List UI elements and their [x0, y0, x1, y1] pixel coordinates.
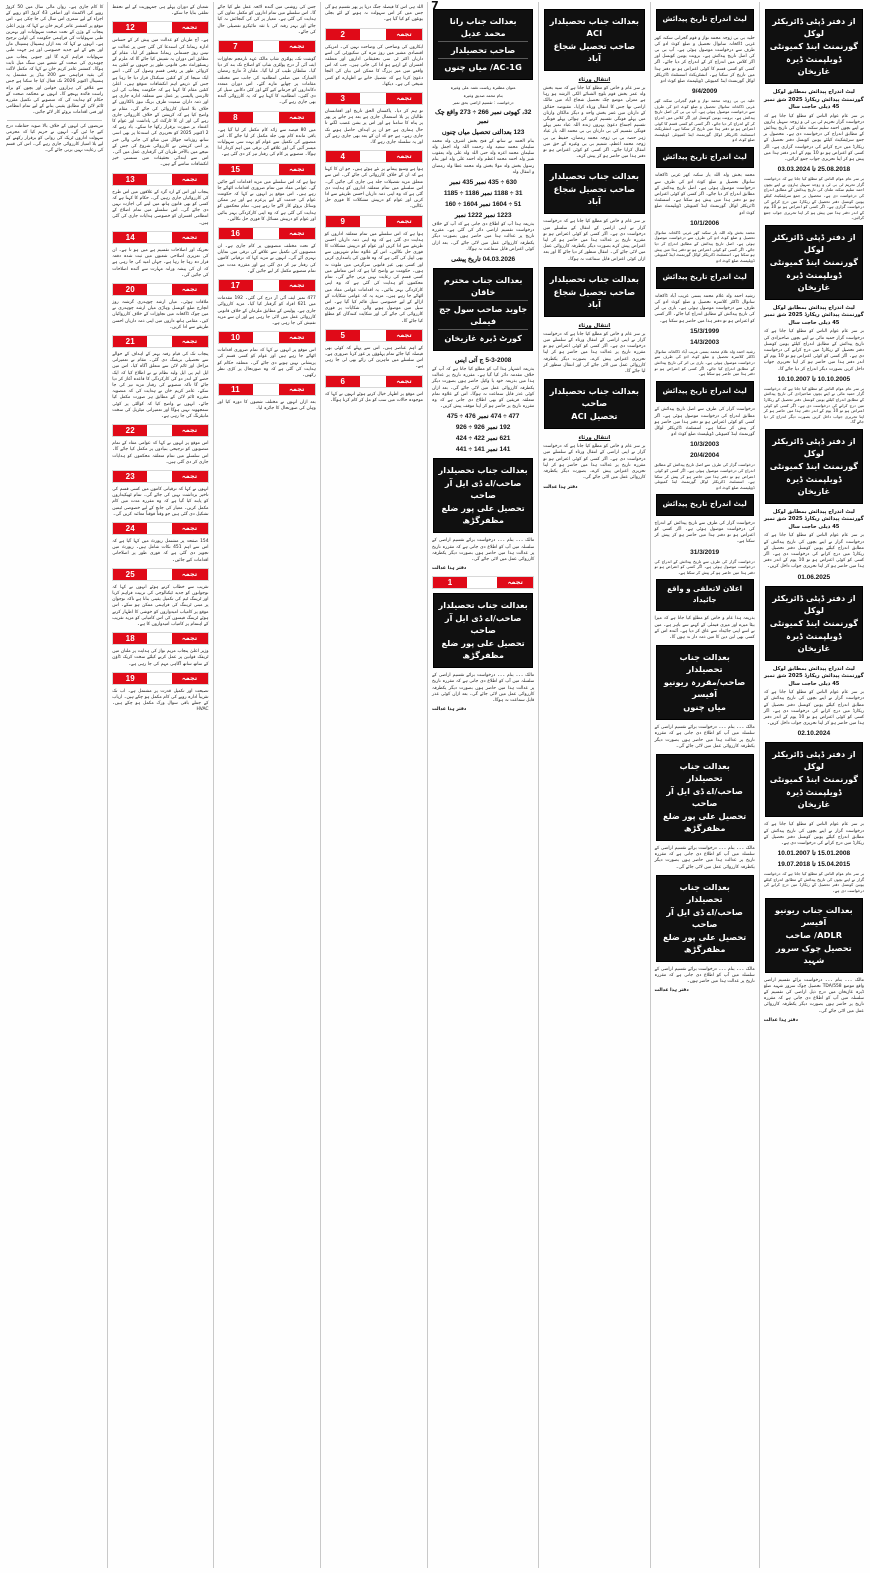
badge-gap [147, 569, 171, 580]
plate-line: صاحب/اے ڈی ایل آر صاحب [666, 906, 743, 929]
plate-line: بعدالت جناب تحصیلدار [679, 652, 730, 675]
plate-line: صاحب/مقررہ ریونیو آفیسر [663, 677, 746, 700]
notice-tail-2: بر سر عام عوام الناس کو مطلع کیا جاتا ہے کہ درخواست گزار حمید مائی نے اپنے بچوں صاحبزادی کی تاریخ پیدائش کے مطابق اندراج کیلئے یونین کونسل دفتر تحصیل کے ریکارڈ میں درج کرانے کی درخواست دی ہے۔ اگر کسی کو کوئی اعتراض ہو تو 10 یوم کے اندر دفتر ہذا میں حاضر ہو کر اپنا تحریری جواب داخل کریں بصورت دیگر اندراج کر دیا جائے گا۔ [763, 385, 864, 425]
plate-aci-tehsildar-shujabad-1 [544, 9, 644, 71]
late-entry-birth-heading-4: لیٹ اندراج پیدائش بمطابق لوکل گورنمنٹ پیدائش ریکارڈ 2025 شق نمبر 45 ذیلی حاجت سال [764, 665, 864, 687]
khewat-2: 31 ÷ 1188 نمبر 1186 ÷ 1185 [443, 190, 523, 197]
badge-14[interactable] [112, 231, 208, 244]
column-news-d [2, 2, 107, 1568]
badge-23[interactable] [112, 470, 208, 483]
badge-number: 1 [433, 577, 467, 588]
notice-body-2: بر سر عام عوام الناس کو مطلع کیا جاتا ہے کہ درخواست گزار حمید مائی نے اپنے بچوں صاحبزادی کی تاریخ پیدائش کے مطابق اندراج کیلئے یونین کونسل دفتر تحصیل کے ریکارڈ میں درج کرانے کی درخواست دی ہے۔ اگر کسی کو کوئی اعتراض ہو تو 10 یوم کے اندر دفتر ہذا میں حاضر ہو کر اپنا تحریری جواب داخل کریں بصورت دیگر اندراج کر دیا جائے گا۔ [763, 329, 864, 372]
badge-gap [253, 384, 279, 395]
birth-date-2: 10/1/2006 [690, 219, 720, 227]
plate-tehsildar-ali-pur [433, 458, 533, 533]
badge-gap [147, 523, 171, 534]
badge-gap [147, 633, 171, 644]
plate-line: گورنمنٹ اینڈ کمیونٹی [769, 774, 858, 785]
notice-body-6: مالک ۔۔۔ بنام ۔۔۔ درخواست برائے تقسیم اراضی واقع موضع 558/TDA تحصیل چوک سرور شہید ضلع ڈیرہ غازیخان میں درج ذیل اراضی کی تقسیم کے سلسلہ میں آپ کو اطلاع دی جاتی ہے کہ مقررہ تاریخ پر حاضر ہوں بصورت دیگر یکطرفہ کارروائی عمل میں لائی جائے گی۔ [763, 977, 864, 1014]
badge-6[interactable] [325, 375, 423, 388]
plate-line: صاحب تحصیلدار [438, 41, 528, 56]
news-body-c2: پنجاب اور اس کے ارد گرد کے علاقوں میں اس طرح کی کارروائیاں جاری رہیں گی۔ حکام کا کہنا ہے کہ کسی کو بھی قانون ہاتھ میں لینے کی اجازت نہیں دی جائے گی۔ اس سلسلے میں تمام اضلاع کے انتظامی افسران کو خصوصی ہدایات جاری کی گئی ہیں۔ [112, 189, 209, 226]
news-body-c0: شعبان کے دوران پہلے ہی جمہوریت کے لیے تحفظ تعلقی بنایا جا سکے۔ [112, 5, 209, 17]
news-body-a3: ہوا ہے وسیع پیمانے پر نئے ہوئے ہیں۔ جو ان کا کہنا ہے کہ ان کے خلاف کارروائی کی جائے گی۔ اس سے متعلق مزید تفصیلات جلد ہی جاری کی جائیں گی۔ اس سلسلے میں تمام متعلقہ اداروں کو ہدایت دی گئی ہے کہ وہ اپنی ذمہ داریاں احسن طریقے سے ادا کریں اور عوام کو درپیش مشکلات کا فوری حل نکالیں۔ [324, 167, 424, 210]
late-entry-birth-heading-3: لیٹ اندراج پیدائش بمطابق لوکل گورنمنٹ پیدائش ریکارڈ 2025 شق نمبر 45 ذیلی حاجت سال [764, 508, 864, 530]
plate-line: تحصیل چوک سرور شہید [775, 942, 852, 965]
badge-18[interactable] [112, 632, 208, 645]
column-divider [7, 120, 102, 121]
news-body-b6: اس موقع پر انہوں نے کہا کہ تمام ضروری اقدامات اٹھائے جا رہے ہیں اور عوام کو کسی قسم کی پریشانی نہیں ہونے دی جائے گی۔ متعلقہ حکام کو ہدایت کی گئی ہے کہ وہ صورتحال پر کڑی نظر رکھیں۔ [217, 348, 316, 378]
badge-gap [253, 280, 279, 291]
badge-tag: تجمہ [172, 425, 208, 436]
badge-gap [147, 22, 171, 33]
khewat-4: 1223 نمبر 1222 نمبر [454, 212, 512, 219]
court4-body-5: مالک ۔۔۔ بنام ۔۔۔ درخواست برائے تقسیم اراضی کے سلسلہ میں آپ کو اطلاع دی جاتی ہے کہ مقررہ تاریخ پر عدالت ہذا میں حاضر ہوں بصورت دیگر یکطرفہ کارروائی عمل میں لائی جائے گی۔ بعد ازاں کوئی عذر قابل سماعت نہ ہوگا۔ [432, 673, 535, 704]
news-body-c4: ملاقات ہوئی۔ میاں ارشد چوہدری گزشتہ روز انچارج ضلع کونسل وہاڑی میاں ارشد چوہدری نے مین چوک ڈاکخانہ میں تجاوزات کے خلاف کارروائیاں کیں۔ مقامی ہاتھ داروں میں اپنی ذمہ داریاں احسن طریقے سے ادا کریں۔ [112, 299, 209, 330]
badge-tag: تجمہ [172, 284, 208, 295]
badge-number: 4 [326, 151, 360, 162]
badge-gap [147, 471, 171, 482]
plate-line: تحصیل علی پور ضلع مظفرگڑھ [441, 638, 525, 661]
news-body-a0: اللہ ہی اس کا فیصلہ جنگ دریا پر پھر تقسیم ہو گی جس میں کر اس سہولت نہ ہونے کے لئے بجلی یونٹوں کو کیا گیا ہے۔ [324, 5, 424, 23]
badge-20[interactable] [112, 283, 208, 296]
plate-line: جاوید صاحب سول جج فیملی [438, 300, 528, 327]
news-body-c6: اس موقع پر انہوں نے کہا کہ عوامی مفاد کے تمام منصوبوں کو ترجیحی بنیادوں پر مکمل کیا جائے گا۔ اس سلسلے میں تمام متعلقہ محکموں کو ہدایات جاری کر دی گئی ہیں۔ [112, 441, 209, 465]
defendant-count-4: 141 نمبر 141 ÷ 441 [455, 446, 511, 454]
column-news-b [213, 2, 320, 1568]
badge-tag: تجمہ [386, 29, 422, 40]
badge-number: 20 [113, 284, 147, 295]
badge-gap [253, 164, 279, 175]
signoff-3: دفتر ہذا عدالت [543, 484, 578, 490]
plate-line: بعدالت جناب تحصیلدار [679, 881, 730, 904]
badge-tag: تجمہ [172, 673, 208, 684]
plate-line: بعدالت جناب تحصیلدار [549, 171, 639, 182]
plate-line: صاحب/اے ڈی ایل آر صاحب [444, 613, 522, 636]
plate-line: از دفتر ڈپٹی ڈائریکٹر لوکل [772, 592, 856, 615]
plate-line: بعدالت جناب تحصیلدار صاحب [549, 386, 639, 409]
news-body-a4: ہوا ہے کہ اس سلسلے میں تمام متعلقہ اداروں کو ہدایت دی گئی ہے کہ وہ اپنی ذمہ داریاں احسن طریقے سے ادا کریں اور عوام کو درپیش مشکلات کا فوری حل نکالیں۔ اس کے علاوہ تمام شہریوں سے بھی اپیل کی گئی ہے کہ وہ قانون کی پاسداری کریں اور کسی بھی غیر قانونی سرگرمی میں ملوث نہ ہوں۔ حکومت نے واضح کیا ہے کہ اس معاملے میں کسی قسم کی رعایت نہیں برتی جائے گی۔ تمام محکموں کو ہدایت کی گئی ہے کہ وہ اپنی کارکردگی بہتر بنائیں۔ یہ اقدامات عوامی مفاد میں اٹھائے جا رہے ہیں۔ مزید یہ کہ عوامی شکایات کے ازالے کے لیے خصوصی سیل قائم کیا گیا ہے۔ اس سیل میں موصول ہونے والی شکایات پر فوری کارروائی کی جائے گی اور شکایت کنندگان کو مطلع کیا جائے گا۔ [324, 231, 424, 324]
badge-number: 24 [113, 523, 147, 534]
plate-tehsildar-shujabad-2 [544, 164, 644, 214]
plate-line: تحصیل علی پور ضلع مظفرگڑھ [441, 503, 525, 526]
page-number: 7 [431, 0, 439, 12]
column-container [2, 2, 868, 1568]
plate-line: تحصیل ACI [571, 411, 618, 422]
badge-number: 17 [219, 280, 253, 291]
defendant-count: 477 ÷ 474 نمبر 476 ÷ 475 [446, 413, 520, 421]
badge-gap [147, 673, 171, 684]
plate-line: بعدالت جناب محترم خاقان [443, 275, 523, 298]
plate-line: ڈویلپمنٹ ڈیرہ غازیخان [786, 787, 842, 810]
plate-line: گورنمنٹ اینڈ کمیونٹی [769, 460, 858, 471]
birth-notice-tail-1: حلیہ بی بی زوجہ محمد نواز و قوم گجرانی سکنہ کھر غربی ڈاکخانہ سانوال تحصیل و ضلع کوٹ ادو کی طرف سے درخواست موصول ہوئی ہے۔ آپ بی بی کی اصل تاریخ پیدائش ہے۔ برونت یونین کونسل اور اگر کلاس میں اندراج کر کے اندراج کر دیا جائے۔ اگر کسی کو کسی قسم کا کوئی اعتراض ہو تو دفتر ہذا میں تاریخ کر سکتا ہے۔ انشٹریکٹ اسسٹنٹ ڈائریکٹر لوکل گورنمنٹ اینڈ کمیونٹی ڈویلپمنٹ ضلع کوٹ ادو [654, 98, 755, 143]
plate-line: کورٹ ڈیرہ غازیخان [438, 329, 528, 344]
badge-number: 6 [326, 376, 360, 387]
court4-body-3: بذریعہ اشتہار ہذا آپ کو مطلع کیا جاتا ہے کہ آپ کے خلاف مقدمہ دائر کیا گیا ہے۔ مقررہ تاریخ پر عدالت ہذا میں بذریعہ خود یا وکیل حاضر ہوں بصورت دیگر یکطرفہ کارروائی عمل میں لائی جائے گی۔ بعد ازاں کوئی عذر قابل سماعت نہ ہوگا۔ اس کے علاوہ تمام متعلقہ فریقین کو بھی اطلاع دی جاتی ہے کہ وہ مقررہ تاریخ پر حاضر ہو کر اپنا موقف پیش کریں۔ [432, 367, 535, 410]
plate-line: صاحب تحصیل شجاع آباد [553, 184, 636, 207]
news-body-b2: میں 80 فیصد سے زائد کام مکمل کر لیا گیا ہے۔ باقی ماندہ کام بھی جلد مکمل کر لیا جائے گا۔ اس منصوبے کی تکمیل سے عوام کو بہت سی سہولیات میسر آئیں گی اور علاقے کی ترقی میں اہم کردار ادا ہوگا۔ منصوبے پر کام کی رفتار تیز کر دی گئی ہے۔ [217, 127, 316, 158]
badge-number: 2 [326, 29, 360, 40]
tehsildar-notice-body-1: مالک ۔۔۔ بنام ۔۔۔ درخواست برائے تقسیم اراضی کے سلسلہ میں آپ کو اطلاع دی جاتی ہے کہ مقررہ تاریخ پر عدالت ہذا میں حاضر ہوں بصورت دیگر یکطرفہ کارروائی عمل میں لائی جائے گی۔ [654, 725, 755, 749]
plate-tehsildar-shujabad-3 [544, 267, 644, 317]
news-body-b4: کے تحت مختلف منصوبوں پر کام جاری ہے۔ ان منصوبوں کی تکمیل سے علاقے کی ترقی میں نمایاں بہتری آئے گی۔ انہوں نے مزید کہا کہ ترقیاتی کاموں کی رفتار تیز کر دی گئی ہے اور مقررہ مدت میں تمام منصوبے مکمل کر لیے جائیں گے۔ [217, 244, 316, 274]
badge-gap [360, 93, 386, 104]
birth-date-3b: 14/3/2003 [690, 338, 720, 346]
heading-intiqal-1: انتقال ورثاء [578, 77, 611, 83]
plate-adlr-tehsildar [765, 898, 863, 973]
plate-tehsildar-aci [544, 379, 644, 429]
application-subject: درخواست : تقسیم اراضی بحق نمبر [452, 100, 514, 106]
news-body-a2: تو ہم کر دیا۔ پاکستان الحق تاریخ اور افغانستان طالبان پر بلا استعمال جاری ہے بعد ہر جاتے پر پھر پر پناہ کا سامنا ہے اور اس پر بشن غضب لگنے تا حال ہماری ہے جو ان پر اہداف حاصل ہونے تک جاری رہے۔ ہے جو کہ ان کے بعد بھی جاری رہے گی اور یہ سلسلہ جاری رہے گا۔ [324, 109, 424, 146]
badge-8[interactable] [218, 111, 316, 124]
badge-gap [467, 577, 497, 588]
birth-notice-tail-2: محمد بخش ولد اللہ یار سکنہ کھر غربی ڈاکخانہ سانوال تحصیل و ضلع کوٹ ادو کی طرف سے درخواست موصول ہوئی ہے۔ اصل تاریخ پیدائش کے مطابق اندراج کر دیا جائے۔ اگر کسی کو کوئی اعتراض ہو تو دفتر ہذا میں پیش ہو سکتا ہے۔ اسسٹنٹ ڈائریکٹر لوکل گورنمنٹ اینڈ کمیونٹی ڈویلپمنٹ ضلع کوٹ ادو [654, 229, 755, 263]
badge-15[interactable] [218, 163, 316, 176]
birth-notice-body-3: رشید احمد ولد غلام محمد بستی غریب آباد ڈاکخانہ سانوال ڈاکٹر کلاسرہ تحصیل و ضلع کوٹ ادو کی طرف سے درخواست موصول ہوئی ہے۔ باری بی اتر کی تاریخ پیدائش کے مطابق اندراج کیا جائے۔ اگر کسی کو اعتراض ہو تو دفتر ہذا میں حاضر ہو سکتا ہے۔ [654, 293, 755, 324]
plate-line: بعدالت جناب تحصیلدار [679, 761, 730, 784]
plate-line: بعدالت جناب ریونیو آفیسر [775, 904, 853, 927]
badge-gap [147, 425, 171, 436]
badge-gap [147, 284, 171, 295]
plate-line: میاں چنوں [683, 702, 726, 713]
plate-line: تحصیل علی پور ضلع مظفرگڑھ [663, 931, 747, 954]
plate-line: بعدالت جناب رانا محمد عدیل [449, 16, 517, 38]
news-body-b1: گوشت تک، پولٹری شاپ مالک عہد نارمجم تجاوزات ایف آئی آر درج پولٹری شاپ کو اصلاح تک بند کر دیا گیا۔ سلطان طیب کر لیا گیا۔ ملتان 3 مارچ رمضان المبارک میں ضلعی انتظامیہ کی جانب سے مختلف مقامات پر چھاپے مارے گئے۔ اس دوران متعدد دکانداروں کو جرمانے کیے گئے اور کئی دکانیں سیل کر دی گئیں۔ انتظامیہ کا کہنا ہے کہ یہ کارروائی آئندہ بھی جاری رہے گی۔ [217, 57, 316, 106]
badge-gap [360, 151, 386, 162]
plate-tehsildar-revenue-officer [656, 645, 754, 720]
badge-1[interactable] [432, 576, 534, 589]
badge-tag: تجمہ [172, 232, 208, 243]
plate-line: لیٹ اندراج تاریخ پیدائش [662, 151, 747, 161]
plate-line: لیٹ اندراج تاریخ پیدائش [662, 14, 747, 23]
badge-tag: تجمہ [172, 569, 208, 580]
news-body-c8: 154 صفحہ پر مشتمل رپورٹ میں کہا گیا ہے کہ اس سے اہم 451 نکات شامل ہیں۔ رپورٹ میں تجویز دی گئی ہے کہ فوری طور پر اصلاحاتی اقدامات کیے جائیں۔ [112, 538, 209, 563]
khasra-numbers: 32، کھوتی نمبر 266 ÷ 273 واقع چک نمبر [434, 108, 532, 125]
plate-line: گورنمنٹ اینڈ کمیونٹی [769, 256, 858, 267]
badge-number: 16 [219, 228, 253, 239]
badge-number: 18 [113, 633, 147, 644]
plate-line: تحصیل علی پور ضلع مظفرگڑھ [663, 811, 747, 834]
badge-gap [147, 336, 171, 347]
court-body-2: بر سر عام و خاص کو مطلع کیا جاتا ہے کہ درخواست گزار نے اپنی اراضی کے انتقال کے سلسلے میں درخواست دی ہے۔ اگر کسی کو کوئی اعتراض ہو تو مقررہ تاریخ پر عدالت ہذا میں حاضر ہو کر اپنا اعتراض پیش کرے بصورت دیگر یکطرفہ کارروائی عمل میں لائی جائے گی۔ انتقال منظور کر دیا جائے گا اور بعد ازاں کوئی اعتراض قابل سماعت نہ ہوگا۔ [543, 219, 646, 262]
court4-body-4: مالک ۔۔۔ بنام ۔۔۔ درخواست برائے تقسیم اراضی کے سلسلہ میں آپ کو اطلاع دی جاتی ہے کہ مقررہ تاریخ پر عدالت ہذا میں حاضر ہوں بصورت دیگر یکطرفہ کارروائی عمل میں لائی جائے گی۔ [432, 538, 535, 563]
badge-11[interactable] [218, 383, 316, 396]
plate-civil-judge-javed [433, 268, 533, 351]
plate-line: صاحب تحصیل شجاع آباد [553, 286, 636, 309]
badge-number: 3 [326, 93, 360, 104]
badge-tag: تجمہ [172, 336, 208, 347]
notice-tail-1: بر سر عام عوام الناس کو مطلع کیا جاتا ہے کہ درخواست گزار تحریم ٹی بی ٹی و زوجہ سہیل ہارون نے اپنے بچوں احمد سلیم سکنہ ملتان کی تاریخ پیدائش کے مطابق اندراج کی درخواست دی ہے۔ محصول بر جمع سرٹیفکیٹ کیلئے یونین کونسل دفتر تحصیل کے ریکارڈ میں درج کرانے کی درخواست گزاری ہے۔ اگر کسی کو اعتراض ہو تو 10 یوم کے اندر دفتر ہذا میں پیش ہو کر اپنا تحریری جواب جمع کرائیں۔ [763, 176, 864, 221]
badge-gap [360, 216, 386, 227]
birth-notice-tail-3: رشید احمد ولد غلام محمد بستی غریب آباد ڈاکخانہ سانوال ڈاکٹر کلاسرہ تحصیل و ضلع کوٹ ادو کی طرف سے درخواست موصول ہوئی ہے۔ باری بی اتر کی تاریخ پیدائش کے مطابق اندراج کیا جائے۔ اگر کسی کو اعتراض ہو تو دفتر ہذا میں حاضر ہو سکتا ہے۔ [654, 348, 755, 377]
badge-25[interactable] [112, 568, 208, 581]
badge-number: 10 [219, 332, 253, 343]
column-court-tehsildar-shujabad [538, 2, 649, 1568]
plate-deputy-director-local-government-3 [765, 429, 863, 504]
plate-ada-lr-muzaffargarh-3 [433, 593, 533, 668]
badge-gap [360, 376, 386, 387]
notice-body-3: بر سر عام عوام الناس کو مطلع کیا جاتا ہے کہ درخواست گزار نے اپنے بچوں کی تاریخ پیدائش کے مطابق اندراج کیلئے یونین کونسل دفتر تحصیل کے ریکارڈ میں درج کرانے کی درخواست دی ہے۔ اگر کسی کو کوئی اعتراض ہو تو 10 یوم کے اندر دفتر ہذا میں حاضر ہو کر اپنا تحریری جواب داخل کریں۔ [763, 533, 864, 570]
news-body-c3: تحریک اور اصلاحات تقسیم ہے میں ہو تا ہے۔ ان کی تعزیری اصلاحی شعبوں میں ثبت شدہ دفعہ قرار دہ رہا جا رہا ہے۔ جہاں امید کی جا رہی ہے کہ ان کی پیشہ ورانہ مہارت سے آئندہ اصلاحات کی جائیں گی۔ [112, 247, 209, 278]
badge-number: 23 [113, 471, 147, 482]
birth-date-4a: 10/3/2003 [690, 441, 720, 449]
badge-12[interactable] [112, 21, 208, 34]
news-body-b3: ہوا ہے کہ اس سلسلے میں مزید اقدامات کیے جائیں گے۔ عوامی مفاد میں تمام ضروری اقدامات اٹھائے جا رہے ہیں۔ اس موقع پر انہوں نے کہا کہ حکومت عوام کی خدمت کے لیے پرعزم ہے اور ہر ممکن وسائل بروئے کار لائے جا رہے ہیں۔ تمام محکموں کو ہدایت کی گئی ہے کہ وہ اپنی کارکردگی بہتر بنائیں اور عوام کو درپیش مسائل کا فوری حل نکالیں۔ [217, 179, 316, 222]
badge-21[interactable] [112, 335, 208, 348]
plate-line: از دفتر ڈپٹی ڈائریکٹر لوکل [772, 16, 856, 38]
badge-22[interactable] [112, 424, 208, 437]
badge-13[interactable] [112, 173, 208, 186]
plate-public-notice [656, 579, 754, 611]
badge-3[interactable] [325, 92, 423, 105]
plate-deputy-director-local-government-1 [765, 9, 863, 84]
khewat-3: 51 ÷ 1604 نمبر 1604 ÷ 160 [445, 201, 522, 208]
news-body-c9: تقریب سے خطاب کرتے ہوئے انہوں نے کہا کہ نوجوانوں کو جدید ٹیکنالوجی کی تربیت فراہم کرنا اور ٹریننگ ٹیم کی تکمیل یقینی بنانا ہے تاکہ نوجوان پر مبنی ٹریننگ کی فراہمی ممکن ہو سکے۔ اس موقع پر کامیاب امیدواروں کو خوشی کا اظہار کرتے ہوئے ٹریننگ فیسوں کی اس کامیابی کو مزید تقریب کے اہتمام پر کامیاب امیدواروں کا ہے۔ [112, 584, 209, 628]
plate-line: گورنمنٹ اینڈ کمیونٹی [769, 617, 858, 628]
news-body-b7: بعد ازاں انہوں نے مختلف شعبوں کا دورہ کیا اور وہاں کی صورتحال کا جائزہ لیا۔ [217, 400, 316, 412]
badge-9[interactable] [325, 215, 423, 228]
badge-tag: تجمہ [279, 228, 315, 239]
badge-tag: تجمہ [279, 384, 315, 395]
badge-tag: تجمہ [172, 523, 208, 534]
badge-number: 5 [326, 330, 360, 341]
birth-date-5: 31/3/2019 [690, 548, 720, 556]
badge-10[interactable] [218, 331, 316, 344]
badge-tag: تجمہ [279, 280, 315, 291]
badge-number: 8 [219, 112, 253, 123]
news-body-a6: اس موقع پر اظہار خیال کرتے ہوئے انہوں نے کہا کہ موجودہ حالات میں سب کو مل کر کام کرنا ہوگا۔ [324, 391, 424, 403]
plate-line: ڈویلپمنٹ ڈیرہ غازیخان [786, 473, 842, 496]
chak-number: 123 بعدالتی تحصیل میاں چنوں [441, 128, 525, 136]
plate-deputy-director-local-government-5 [765, 742, 863, 817]
plate-line: بعدالت جناب تحصیلدار [438, 465, 528, 476]
plate-deputy-director-local-government-2 [765, 225, 863, 300]
news-body-c7: انہوں نے کہا کہ ترقیاتی کاموں میں کسی قسم کی تاخیر برداشت نہیں کی جائے گی۔ تمام ٹھیکیداروں کو پابند کیا گیا ہے کہ وہ مقررہ مدت میں کام مکمل کریں۔ معیار کی جانچ کے لیے خصوصی ٹیمیں تشکیل دی گئی ہیں جو وقتاً فوقتاً معائنہ کریں گی۔ [112, 486, 209, 517]
birth-notice-body-1: حلیہ بی بی زوجہ محمد نواز و قوم گجرانی سکنہ کھر غربی ڈاکخانہ سانوال تحصیل و ضلع کوٹ ادو کی طرف سے درخواست موصول ہوئی ہے۔ آپ بی بی کی اصل تاریخ پیدائش ہے۔ برونت یونین کونسل اور اگر کلاس میں اندراج کر کے اندراج کر دیا جائے۔ اگر کسی کو کسی قسم کا کوئی اعتراض ہو تو دفتر ہذا میں تاریخ کر سکتا ہے۔ انشٹریکٹ اسسٹنٹ ڈائریکٹر لوکل گورنمنٹ اینڈ کمیونٹی ڈویلپمنٹ ضلع کوٹ ادو [654, 35, 755, 84]
plate-line: ڈویلپمنٹ ڈیرہ غازیخان [786, 269, 842, 292]
birth-notice-body-4: درخواست گزار کی طرف سے اصل تاریخ پیدائش کے مطابق اندراج کی درخواست موصول ہوئی ہے۔ اگر کسی کو کوئی اعتراض ہو تو دفتر ہذا میں حاضر ہو کر پیش کر سکتا ہے۔ اسسٹنٹ ڈائریکٹر لوکل گورنمنٹ اینڈ کمیونٹی ڈویلپمنٹ ضلع کوٹ ادو [654, 407, 755, 438]
news-body-b0: جس کی روشنی میں آئندہ لائحہ عمل طے کیا جائے گا۔ اس سلسلے میں تمام اداروں کو مکمل تعاون کی ہدایت کی گئی ہے۔ معیار پر کی کی گنجائش نہ کیا جائے اور بہتر رفتہ کی با ثقہ مائیکرو تفصیلی حال کی جائے۔ [217, 5, 316, 35]
signoff-1: دفتر ہذا عدالت [763, 1017, 798, 1023]
badge-number: 11 [219, 384, 253, 395]
heading-parties-2: بنام محمد صدیق وغیرہ [463, 92, 503, 98]
birth-notice-tail-5: درخواست گزار کی طرف سے تاریخ پیدائش کے اندراج کی درخواست موصول ہوئی ہے۔ اگر کسی کو اعتراض ہو تو دفتر ہذا میں حاضر ہو کر پیش کر سکتا ہے۔ [654, 558, 755, 575]
court-body-3: بر سر عام و خاص کو مطلع کیا جاتا ہے کہ درخواست گزار نے اپنی اراضی کے انتقال ورثاء کے سلسلے میں درخواست دی ہے۔ اگر کسی کو کوئی اعتراض ہو تو مقررہ تاریخ پر عدالت ہذا میں حاضر ہو کر اپنا تحریری اعتراض پیش کرے۔ بصورت دیگر یکطرفہ کارروائی عمل میں لائی جائے گی اور انتقال منظور کر لیا جائے گا۔ [543, 331, 646, 375]
birth-notice-body-5: درخواست گزار کی طرف سے تاریخ پیدائش کے اندراج کی درخواست موصول ہوئی ہے۔ اگر کسی کو اعتراض ہو تو دفتر ہذا میں حاضر ہو کر پیش کر سکتا ہے۔ [654, 520, 755, 545]
column-news-a [320, 2, 427, 1568]
badge-tag: تجمہ [279, 332, 315, 343]
plate-line: گورنمنٹ اینڈ کمیونٹی [769, 41, 858, 51]
birth-date-3a: 15/3/1999 [690, 327, 720, 335]
birth-date-4b: 20/4/2004 [690, 452, 720, 460]
badge-tag: تجمہ [497, 577, 533, 588]
heading-intiqal-3: انتقال ورثاء [578, 435, 611, 442]
badge-number: 9 [326, 216, 360, 227]
defendant-count-2: 192 نمبر 926 ÷ 926 [455, 424, 511, 432]
signoff-2: دفتر ہذا عدالت [654, 988, 689, 994]
badge-gap [253, 332, 279, 343]
news-body-d1: مریضوں کی انہوں کے خلاف بالا صوبہ حفاظت درج کیے جا ئیں گے۔ انہوں نے حریم کیا کہ محرمی سہولت اداروں ٹریک کی روانی کو برقرار رکھنے کے لیے بلا امتیاز کارروائی جاری رہے گی۔ اس کی قسم کی رعایت نہیں برتی جائے گی۔ [5, 123, 104, 154]
badge-number: 15 [219, 164, 253, 175]
news-body-b5: 477 نمبر ایف آئی آر درج کی گئی۔ 192 مقدمات میں 621 افراد کو گرفتار کیا گیا۔ مزید کارروائی جاری ہے۔ پولیس کے مطابق ملزمان کے خلاف قانونی کارروائی عمل میں لائی جا رہی ہے اور ان سے مزید تفتیش کی جا رہی ہے۔ [217, 296, 316, 326]
news-body-a5: کے اہم عناصر ہیں۔ اس سے پہلے کہ کوئی بھی فیصلہ کیا جائے تمام پہلوؤں پر غور کرنا ضروری ہے۔ اس سلسلے میں ماہرین کی رائے بھی لی جا رہی ہے۔ [324, 345, 424, 370]
court4-body-2: بذریعہ ہذا آپ کو اطلاع دی جاتی ہے کہ آپ کے خلاف درخواست تقسیم اراضی دائر کی گئی ہے۔ مقررہ تاریخ پر عدالت ہذا میں حاضر ہوں بصورت دیگر یکطرفہ کارروائی عمل میں لائی جائے گی۔ بعد ازاں کوئی اعتراض قابل سماعت نہ ہوگا۔ [432, 222, 535, 252]
late-entry-birth-heading-1: لیٹ اندراج پیدائش بمطابق لوکل گورنمنٹ پیدائش ریکارڈ 2025 شق نمبر 45 ذیلی حاجت سال [764, 89, 864, 110]
badge-tag: تجمہ [172, 633, 208, 644]
badge-tag: تجمہ [386, 216, 422, 227]
column-birth-record-notices [650, 2, 759, 1568]
khewat-1: 630 ÷ 435 نمبر 435 نمبر [449, 179, 517, 186]
badge-gap [253, 41, 279, 52]
plate-line: بعدالت جناب تحصیلدار [438, 600, 528, 611]
badge-tag: تجمہ [386, 330, 422, 341]
plate-line: لیٹ اندراج تاریخ پیدائش [662, 499, 747, 509]
date-range-1: 25.08.2018 تا 03.03.2024 [777, 166, 851, 174]
badge-number: 7 [219, 41, 253, 52]
badge-number: 12 [113, 22, 147, 33]
notice-body-4: بر سر عام عوام الناس کو مطلع کیا جاتا ہے کہ درخواست گزار نے اپنے بچوں کی تاریخ پیدائش کے مطابق اندراج کیلئے یونین کونسل دفتر تحصیل کے ریکارڈ میں درج کرانے کی درخواست دی ہے۔ اگر کسی کو کوئی اعتراض ہو تو 10 یوم کے اندر دفتر ہذا میں حاضر ہو کر اپنا تحریری جواب داخل کریں۔ [763, 690, 864, 727]
plate-line: AC-1G/ میاں چنوں [438, 58, 528, 73]
plate-line: از دفتر ڈپٹی ڈائریکٹر لوکل [772, 435, 856, 458]
badge-16[interactable] [218, 227, 316, 240]
badge-gap [253, 112, 279, 123]
news-body-c5: پنجاب تک کی قیام رفتہ بہتر کے اہداف کے حوالے سے تحصیلی بریفنگ دی گئی۔ مقام نے تعمیراتی مراحل اور ٹائم لائن سے متعلق آگاہ کیا۔ اس میں ایل ایم پی ایل ولید نظام نے نے اطلاع کیا کہ ایک حصے کے اندر دو کی کارکردگی کا قاعدہ آغاز کر دیا جائے گا تاکہ منصوبے کی رفتار مزید تیز کی جا سکے۔ عامر کریم خان نے ہدایت کی کہ منصوبہ مقررہ ٹائم لائن کے مطابق ہر صورت مکمل کیا جائے۔ انہوں نے واضح کیا کہ کوالٹی پر کوئی سمجھوتہ نہیں ہوگا اور تعمیراتی میٹریل کی سخت مانیٹرنگ کی جا رہی ہے۔ [112, 351, 209, 419]
badge-tag: تجمہ [386, 93, 422, 104]
case-date: 5-3-2008 ج آئی ایس [454, 357, 512, 365]
hearing-date-1: 04.03.2026 تاریخ پیشی [451, 256, 516, 264]
news-body-d0: کا کام جاری ہے۔ رواں مالی سال میں 50 کروڑ روپے کی الاٹمنٹ اور اضافی 43 کروڑ اکو روپے کے اجراء کے لیے سمری اس سال کی جا چکی ہے۔ اس موقع پر کمشنر عامر کریم خان نے کہا کہ وزیر اعلیٰ پنجاب کے وژن کے تحت صحت سہولیات اور بہترین طبی سہولیات کی فراہمی حکومت کی اولین ترجیح ہے۔ انہوں نے کہا کہ بعد ازاں ہسپتال ہسپتال ماں اور بچے کے لیے جدید خصوصی اور ہر جہت طبی سہولیات فراہم کرے گا اور جنوبی پنجاب میں چوہدری کی صحت کے شعبے میں سنگ میل ثابت ہوگا۔ کمشنر عامر کریم خان نے کہا کہ مکمل لاگت کی بقیہ فراہمی سے 200 بیڈز پر مشتمل یہ ہسپتال اکتوبر 2026 تک فعال کیا جا سکتا ہے جس سے علاقے کی ہزاروں خواتین اور بچوں کو براہ راست فائدہ پہنچے گا۔ انہوں نے محکمہ صحت کے حکام کو ہدایت کی کہ منصوبے کی تکمیل مقررہ ٹائم لائن کے مطابق یقینی بنانے کے لیے تمام انتظامی اور فنی اقدامات بروئے کار لائے جائیں۔ [5, 5, 104, 116]
news-body-c1: ہے۔ آج طربان کو عدالت میں پیش کر کے حساس ادارہ ریمانڈ کی استدعا کی گئی جس پر عدالت نے تیس روز جسمانی ریمانڈ منظور کر لیا۔ مقام کے مطابق اس دوران یہ تفتیش کیا جائے گا کہ ملزم کے ریسٹورانٹ نجی قانونی طور پر جنہوں نے کنٹین بند کروائی طور پر رقمی قسم وصول کی گئی۔ اسے ایک سیجا کر کے کنٹین سیکنڈل قرار دیا جا رہا ہے جس کے ذریعے اہم انکشافات متوقع ہیں۔ اعلیٰ کنٹین مقام کا کہنا ہے کہ حکومت پنجاب کی این ٹالرنس پالیسی پر عمل سے متعلقہ ادارہ جاری ہے اور ذمہ داران سمیت طرف بریگ نیوز بالکاروں کے خلاف بلا امتیاز کارروائی کی جائے گی۔ مقام نے واضح کیا ہے کہ کرپشن کے خلاف کارروائی جاری رہے گی اور ان کا ٹارگٹ کی پاداشت اور عوام کا اعتماد بر صورت برقرار رکھا جا سکے۔ یاد رہے کہ 2 اکتوبر 2025 کو تحریری کی استدعا پر بھی اسی ساتھ روزنامہ جوائل میں شائع کی جانی والی خبر پر اتنی کرپشن نے کارروائی شروع کی جس کے نتیجے میں بالآخر طربان کی گرفتاری عمل میں آئی۔ اس سے ابتدائی تحقیقات میں سنسنی خیز انکشافات سامنے آئے ہیں۔ [112, 38, 209, 168]
plate-late-birth-entry-5 [656, 494, 754, 516]
badge-tag: تجمہ [386, 376, 422, 387]
plate-line: صاحب تحصیل شجاع آباد [553, 41, 636, 63]
plate-line: ADLR/ صاحب [785, 929, 843, 940]
plate-line: ڈویلپمنٹ ڈیرہ غازیخان [786, 630, 842, 653]
news-body-c10: وزیر اعلیٰ پنجاب مریم نواز کی ہدایت پر ملتان میں ٹریفک قوانین پر عمل کرنے کیلئے سخت کریک ڈاؤن کے ساتھ ساتھ آگاہی مہم کی جا رہی ہے۔ [112, 649, 209, 667]
badge-5[interactable] [325, 329, 423, 342]
notice-body-1: بر سر عام عوام الناس کو مطلع کیا جاتا ہے کہ درخواست گزار تحریم ٹی بی ٹی و زوجہ سہیل ہارون نے اپنے بچوں احمد سلیم سکنہ ملتان کی تاریخ پیدائش کے مطابق اندراج کی درخواست دی ہے۔ محصول بر جمع سرٹیفکیٹ کیلئے یونین کونسل دفتر تحصیل کے ریکارڈ میں درج کرانے کی درخواست گزاری ہے۔ اگر کسی کو اعتراض ہو تو 10 یوم کے اندر دفتر ہذا میں پیش ہو کر اپنا تحریری جواب جمع کرائیں۔ [763, 113, 865, 162]
signoff-5: دفتر ہذا عدالت [432, 707, 467, 713]
plate-late-birth-entry-2 [656, 147, 754, 169]
badge-tag: تجمہ [386, 151, 422, 162]
badge-gap [147, 232, 171, 243]
badge-tag: تجمہ [172, 174, 208, 185]
news-body-c11: تصیحت اور تکمیل قدرت پر مشتمل ہے۔ اب تک تقریباً ادارہ روپے کی کام مکمل ہو چکے ہیں۔ ارباب کے جملے باقی سوال ورک مکمل ہو چکے ہیں۔ HVAC [112, 688, 209, 713]
plate-deputy-director-local-government-4 [765, 586, 863, 661]
plate-line: لیٹ اندراج تاریخ پیدائش [662, 272, 747, 282]
badge-number: 22 [113, 425, 147, 436]
date-range-3: 01.06.2025 [797, 573, 831, 581]
badge-gap [253, 228, 279, 239]
late-entry-birth-heading-2: لیٹ اندراج پیدائش بمطابق لوکل گورنمنٹ پیدائش ریکارڈ 2025 شق نمبر 45 ذیلی حاجت سال [764, 304, 864, 326]
plate-late-birth-entry-3 [656, 267, 754, 289]
badge-4[interactable] [325, 150, 423, 163]
badge-7[interactable] [218, 40, 316, 53]
badge-24[interactable] [112, 522, 208, 535]
tehsildar-notice-body-2: مالک ۔۔۔ بنام ۔۔۔ درخواست برائے تقسیم اراضی کے سلسلہ میں آپ کو اطلاع دی جاتی ہے کہ مقررہ تاریخ پر عدالت ہذا میں حاضر ہوں بصورت دیگر یکطرفہ کارروائی عمل میں لائی جائے گی۔ [654, 846, 755, 870]
plate-court-rana-adeel [433, 9, 533, 80]
public-notice-body: بذریعہ ہذا عام و خاص کو مطلع کیا جاتا ہے کہ میرا بیٹا میرے اور میری فیملی کے کہنے سے باہر ہے۔ میں نے اسے اپنی جائیداد سے عاق کر دیا ہے۔ آئندہ اس کے کسی بھی لین دین کا میں ذمہ دار نہ ہوں گا۔ [654, 616, 755, 641]
date-range-5b: 15.04.2015 تا 19.07.2018 [777, 861, 851, 869]
plate-ada-lr-muzaffargarh-1 [656, 754, 754, 841]
defendant-count-3: 621 نمبر 422 ÷ 424 [455, 435, 511, 443]
badge-number: 25 [113, 569, 147, 580]
plate-line: صاحب/اے ڈی ایل آر صاحب [444, 478, 522, 501]
plate-late-birth-entry-4 [656, 381, 754, 403]
column-news-c [107, 2, 212, 1568]
badge-tag: تجمہ [172, 22, 208, 33]
badge-number: 21 [113, 336, 147, 347]
birth-notice-tail-4: درخواست گزار کی طرف سے اصل تاریخ پیدائش کے مطابق اندراج کی درخواست موصول ہوئی ہے۔ اگر کسی کو کوئی اعتراض ہو تو دفتر ہذا میں حاضر ہو کر پیش کر سکتا ہے۔ اسسٹنٹ ڈائریکٹر لوکل گورنمنٹ اینڈ کمیونٹی ڈویلپمنٹ ضلع کوٹ ادو [654, 462, 755, 490]
badge-tag: تجمہ [279, 41, 315, 52]
news-body-a1: ابکاروں کی وضاحتی کی وضاحت نہیں کی۔ امریکی اقتصادی مشیر میں روز مرہ کی سکیورٹی کی اسے داریاں اکثر ٹی سی تحقیقاتی اداروں اور متعلقہ افسران کے ارہے ہو ادا کی جاتی ہیں۔ جب کہ اس واقعے میں میر بزرگ کا ممکن اس بیان کی التجا دعویٰ کرتا ہے کہ تفصیل خانے نے اظہارے کو کتنی شیخی کی ہے۔ دیکھا۔ [324, 44, 424, 87]
badge-19[interactable] [112, 672, 208, 685]
plate-line: اعلان لاتعلقی و واقع جائیداد [667, 584, 743, 604]
column-court-rana-adeel [427, 2, 538, 1568]
heading-parties-1: عنوان مظفرہ ریاست نغمہ علی وغیرہ [450, 85, 516, 90]
badge-tag: تجمہ [172, 471, 208, 482]
plate-line: ڈویلپمنٹ ڈیرہ غازیخان [786, 54, 842, 76]
birth-date-1: 9/4/2009 [691, 88, 718, 96]
plate-ada-lr-muzaffargarh-2 [656, 875, 754, 962]
column-government-development-notices [759, 2, 868, 1568]
badge-tag: تجمہ [279, 112, 315, 123]
badge-17[interactable] [218, 279, 316, 292]
notice-tail-5: بر سر عام عوام الناس کو مطلع کیا جاتا ہے کہ درخواست گزار نے اپنے بچوں کی تاریخ پیدائش کے مطابق اندراج کیلئے یونین کونسل دفتر تحصیل کے ریکارڈ میں درج کرانے کی درخواست دی ہے۔ [763, 871, 864, 893]
plate-late-birth-entry-1 [656, 9, 754, 31]
badge-number: 14 [113, 232, 147, 243]
date-range-4: 02.10.2024 [797, 730, 831, 738]
plate-line: لیٹ اندراج تاریخ پیدائش [662, 385, 747, 395]
plate-line: از دفتر ڈپٹی ڈائریکٹر لوکل [772, 231, 856, 254]
badge-number: 19 [113, 673, 147, 684]
badge-gap [360, 29, 386, 40]
court-body-4: بر سر عام و خاص کو مطلع کیا جاتا ہے کہ درخواست گزار نے اپنی اراضی کے انتقال ورثاء کے سلسلے میں درخواست دی ہے۔ اگر کسی کو کوئی اعتراض ہو تو مقررہ تاریخ پر عدالت ہذا میں حاضر ہو کر اپنا تحریری اعتراض پیش کرے۔ بصورت دیگر یکطرفہ کارروائی عمل میں لائی جائے گی۔ [543, 444, 646, 481]
plate-line: بعدالت جناب تحصیلدار [549, 273, 639, 284]
badge-gap [147, 174, 171, 185]
signoff-4: دفتر ہذا عدالت [432, 566, 467, 572]
heading-intiqal-2: انتقال ورثاء [578, 322, 611, 329]
birth-notice-body-2: محمد بخش ولد اللہ یار سکنہ کھر غربی ڈاکخانہ سانوال تحصیل و ضلع کوٹ ادو کی طرف سے درخواست موصول ہوئی ہے۔ اصل تاریخ پیدائش کے مطابق اندراج کر دیا جائے۔ اگر کسی کو کوئی اعتراض ہو تو دفتر ہذا میں پیش ہو سکتا ہے۔ اسسٹنٹ ڈائریکٹر لوکل گورنمنٹ اینڈ کمیونٹی ڈویلپمنٹ ضلع کوٹ ادو [654, 173, 755, 216]
badge-number: 13 [113, 174, 147, 185]
tehsildar-notice-body-3: مالک ۔۔۔ بنام ۔۔۔ درخواست برائے تقسیم اراضی کے سلسلہ میں آپ کو اطلاع دی جاتی ہے کہ مقررہ تاریخ پر عدالت ہذا میں حاضر ہوں۔ [654, 966, 755, 985]
plate-line: بعدالت جناب تحصیلدار ACI [549, 16, 639, 38]
badge-2[interactable] [325, 28, 423, 41]
date-range-2: 10.10.2005 تا 10.10.2007 [777, 375, 851, 383]
court-body-1: بر سر عام و خاص کو مطلع کیا جاتا ہے کہ سید بخش ولد عمر بخش قوم بلوچ الشنائے الکی الرشد ہو رہا ہے معزلی موضع چک تحصیل شجاع آباد میں مالک اراضی تھا جس کا انتقال ورثاء کرایا۔ مقبوضہ حقائق کے دارثان میں عمر بخش واحد و دیگر مالکان وارثان میں پہلے فوتگی تقسیم کرنے کی ہوائی پہلے فوتگی تقسیم اجتماع دعویٰ پہروں زندہ اللہ عباد نمبر پہلے فوتگی تقسیم کی بی دارثان بی بی محمد اللہ یار عباد زہر حصہ بی بی زوجہ محمد رمضان، حفیظ بی بی زوجہ محمد اعظم، شمیم بی بی وغیرہ کے حق میں انتقال کرایا جائے۔ اگر کسی کو کوئی اعتراض ہو تو دفتر ہذا میں حاضر ہو کر پیش کرے۔ [543, 86, 646, 160]
court4-body-1: بنام الحمد تے ساتھ کے فتح بخش اشرف ولد محمد سلیمان محمد سعید ولد رحمت اللہ ولد اجمل ولد سلیمان محمد اعزہ ولد حتی اللہ ولد علی ولد یعقوب شیر ولد احمد محمد اعظم ولد احمد علی ولد انور بنام رسول بخش ولد مولا بخش ولد محمد عطا ولد رمضان و انتقال ولد [432, 138, 535, 175]
plate-line: از دفتر ڈپٹی ڈائریکٹر لوکل [772, 749, 856, 772]
badge-gap [360, 330, 386, 341]
notice-body-5: بر سر عام عوام الناس کو مطلع کیا جاتا ہے کہ درخواست گزار نے اپنے بچوں کی تاریخ پیدائش کے مطابق اندراج کیلئے یونین کونسل دفتر تحصیل کے ریکارڈ میں درج کرانے کی درخواست دی ہے۔ [763, 822, 864, 846]
date-range-5a: 15.01.2008 تا 10.01.2007 [777, 850, 851, 858]
plate-line: صاحب/اے ڈی ایل آر صاحب [666, 786, 743, 809]
badge-tag: تجمہ [279, 164, 315, 175]
